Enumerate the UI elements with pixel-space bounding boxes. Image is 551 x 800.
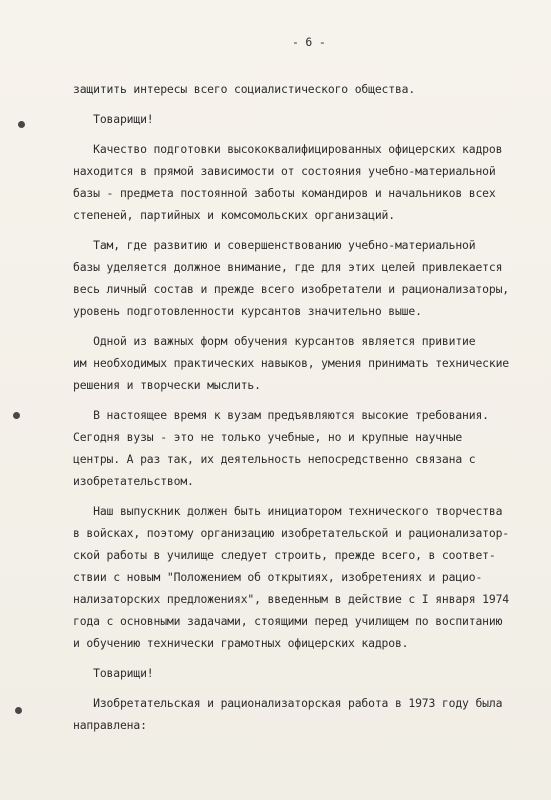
paragraph: [73, 662, 543, 684]
text-line: ствии с новым "Положением об открытиях, изобретениях и рацио-: [73, 570, 483, 584]
text-line: центры. А раз так, их деятельность непосредственно связана с: [73, 452, 476, 466]
text-line: Одной из важных форм обучения курсантов является привитие: [73, 334, 476, 348]
text-line: решения и творчески мыслить.: [73, 378, 261, 392]
binder-hole-icon: [13, 412, 20, 419]
text-line: Товарищи!: [73, 112, 154, 126]
text-line: Сегодня вузы - это не только учебные, но и крупные научные: [73, 430, 463, 444]
paragraph: [73, 404, 543, 492]
paragraph: [73, 692, 543, 736]
paragraph: [73, 138, 543, 226]
paragraph: [73, 78, 543, 100]
text-line: Изобретательская и рационализаторская работа в 1973 году была: [73, 696, 503, 710]
text-line: весь личный состав и прежде всего изобретатели и рационализаторы,: [73, 282, 510, 296]
text-line: и обучению технически грамотных офицерских кадров.: [73, 636, 409, 650]
text-line: Качество подготовки высококвалифицированных офицерских кадров: [73, 142, 503, 156]
text-line: ской работы в училище следует строить, прежде всего, в соответ-: [73, 548, 496, 562]
text-line: нализаторских предложениях", введенным в действие с I января 1974: [73, 592, 510, 606]
text-line: изобретательством.: [73, 474, 194, 488]
text-line: Наш выпускник должен быть инициатором технического творчества: [73, 504, 503, 518]
text-line: В настоящее время к вузам предъявляются высокие требования.: [73, 408, 489, 422]
paragraph: [73, 330, 543, 396]
text-line: Товарищи!: [73, 666, 154, 680]
text-line: защитить интересы всего социалистического общества.: [73, 82, 416, 96]
text-line: им необходимых практических навыков, умения принимать технические: [73, 356, 510, 370]
document-body: [73, 78, 543, 736]
binder-hole-icon: [18, 121, 25, 128]
page-number: - 6 -: [292, 35, 326, 49]
text-line: года с основными задачами, стоящими перед училищем по воспитанию: [73, 614, 503, 628]
paragraph: [73, 500, 543, 654]
paragraph: [73, 108, 543, 130]
text-line: базы уделяется должное внимание, где для этих целей привлекается: [73, 260, 503, 274]
text-line: базы - предмета постоянной заботы командиров и начальников всех: [73, 186, 496, 200]
text-line: уровень подготовленности курсантов значительно выше.: [73, 304, 422, 318]
text-line: Там, где развитию и совершенствованию учебно-материальной: [73, 238, 476, 252]
text-line: направлена:: [73, 718, 147, 732]
binder-hole-icon: [15, 707, 22, 714]
text-line: в войсках, поэтому организацию изобретательской и рационализатор-: [73, 526, 510, 540]
text-line: находится в прямой зависимости от состояния учебно-материальной: [73, 164, 496, 178]
paragraph: [73, 234, 543, 322]
text-line: степеней, партийных и комсомольских организаций.: [73, 208, 395, 222]
